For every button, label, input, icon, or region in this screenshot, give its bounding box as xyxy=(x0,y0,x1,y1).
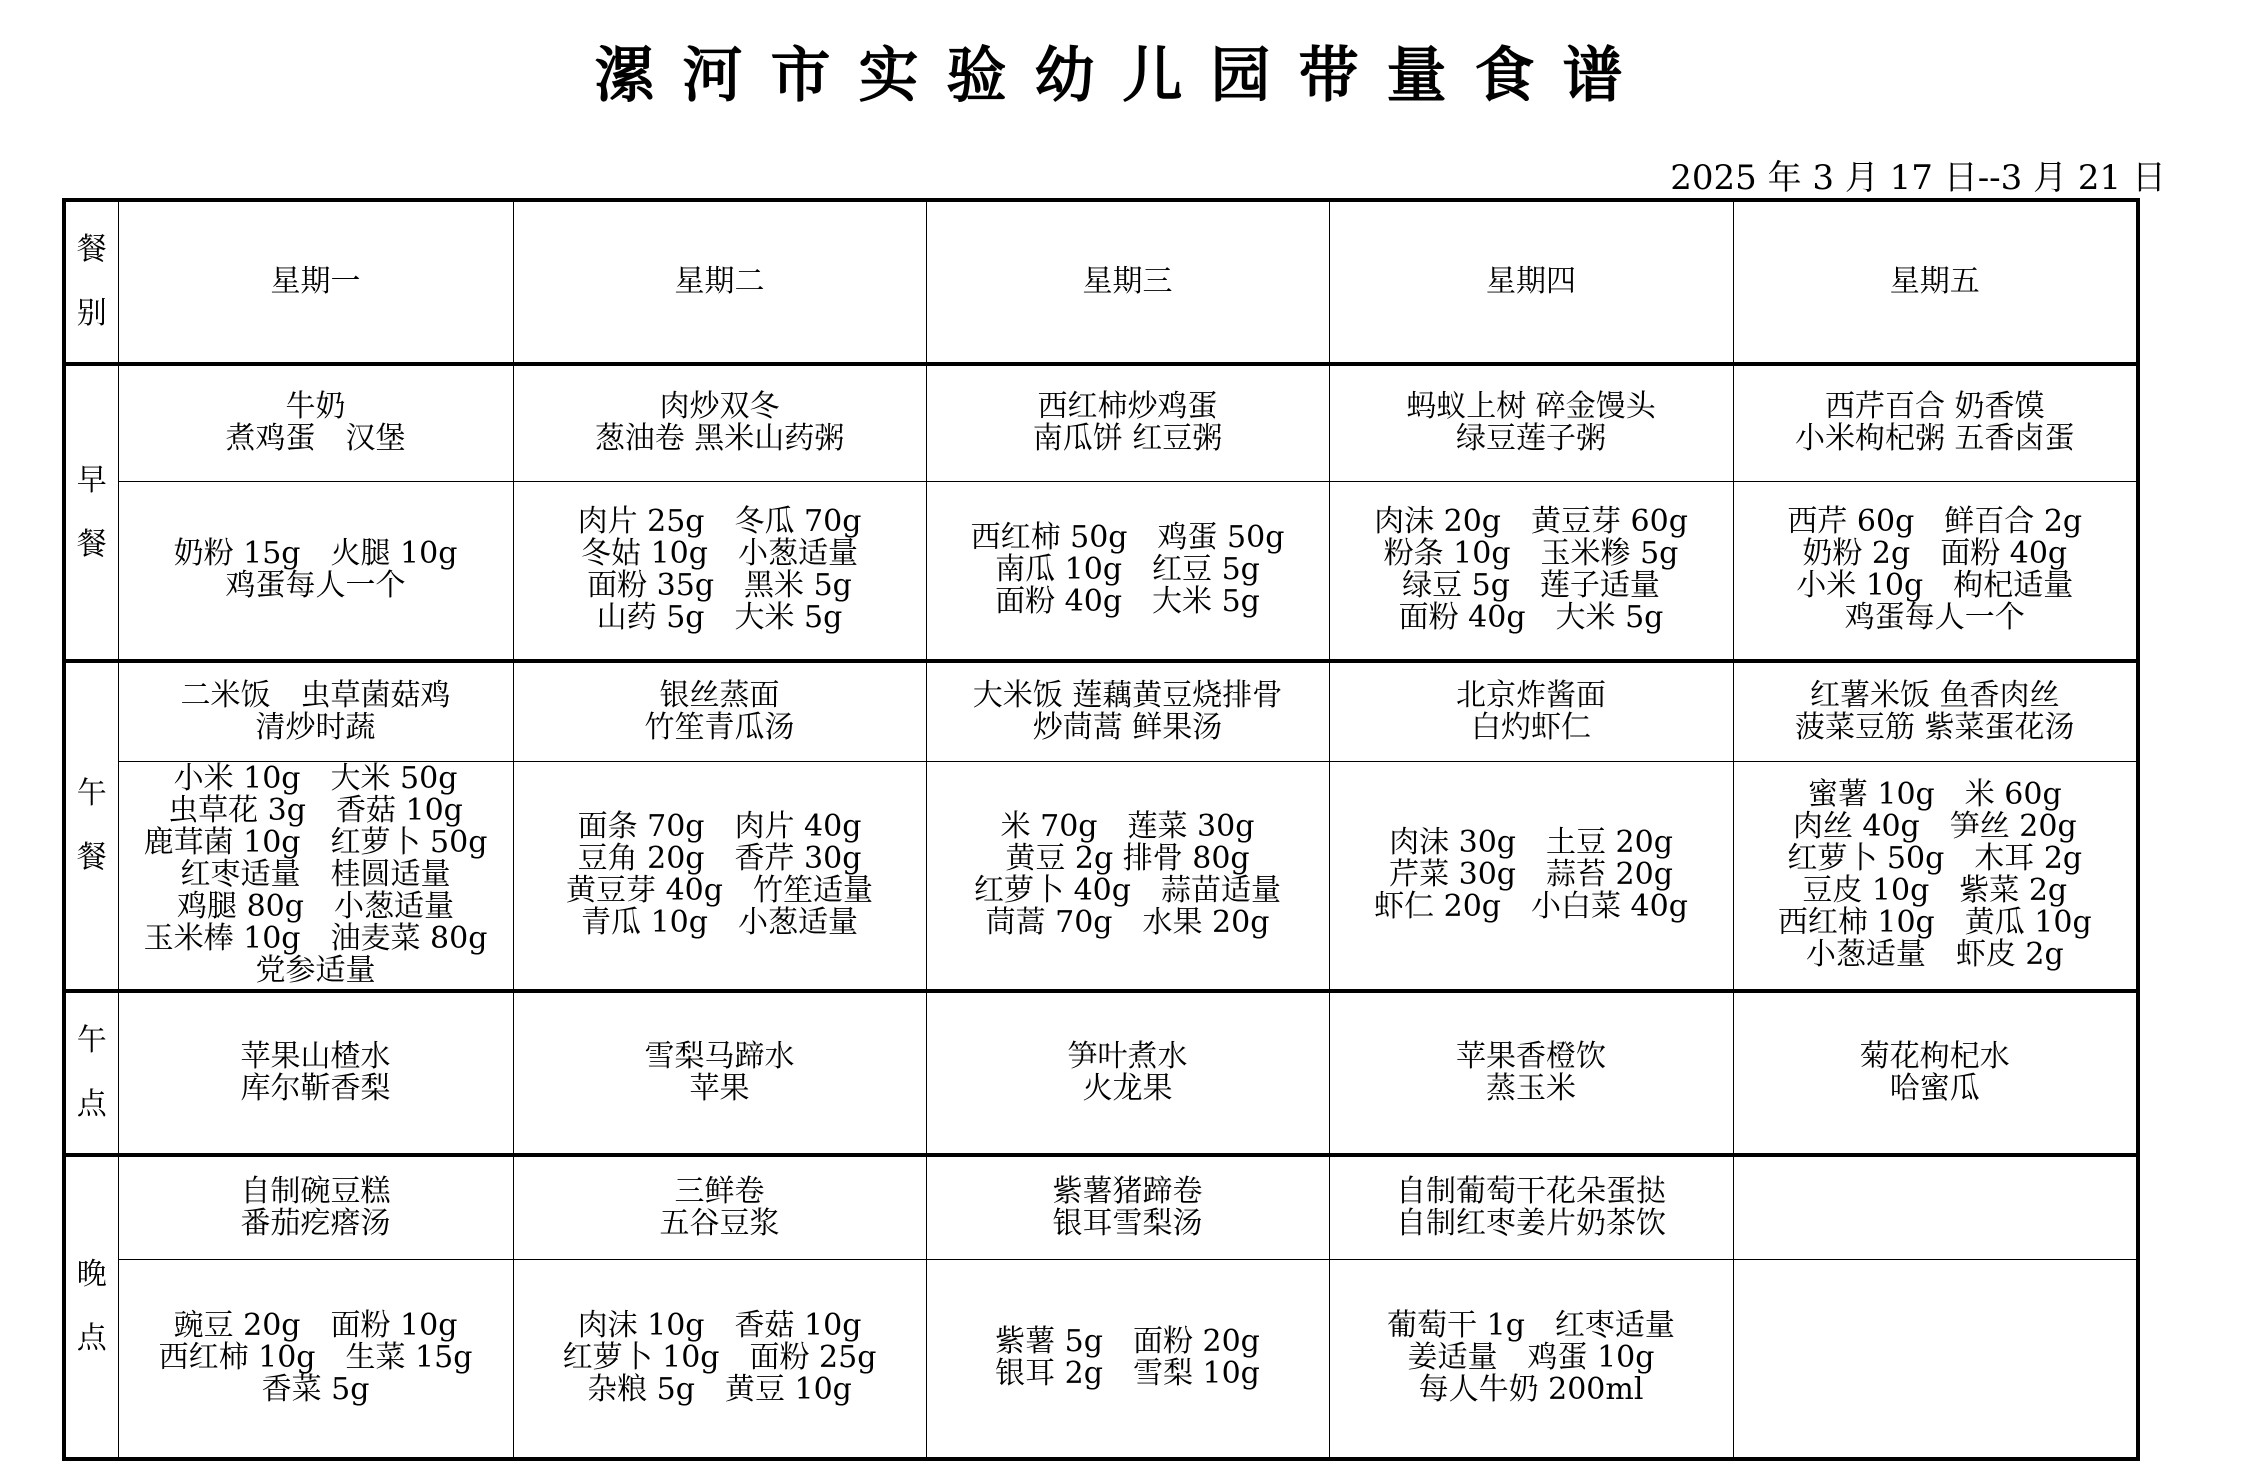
breakfast-ingredients-row xyxy=(64,481,2138,661)
dinner-dishes-thu: 自制葡萄干花朵蛋挞 自制红枣姜片奶茶饮 xyxy=(1329,1155,1733,1259)
meal-col-char-1: 餐 xyxy=(76,232,107,267)
breakfast-dishes-wed: 西红柿炒鸡蛋 南瓜饼 红豆粥 xyxy=(926,364,1329,481)
breakfast-ingredients-wed: 西红柿 50g 鸡蛋 50g 南瓜 10g 红豆 5g 面粉 40g 大米 5g xyxy=(926,481,1329,661)
lunch-ingredients-row xyxy=(64,761,2138,991)
breakfast-label-char-2: 餐 xyxy=(76,526,107,562)
breakfast-label-char-1: 早 xyxy=(76,462,107,498)
lunch-dishes-thu: 北京炸酱面 白灼虾仁 xyxy=(1329,661,1733,761)
breakfast-ingredients-fri: 西芹 60g 鲜百合 2g 奶粉 2g 面粉 40g 小米 10g 枸杞适量 鸡蛋每人一个 xyxy=(1733,481,2138,661)
lunch-dishes-tue: 银丝蒸面 竹笙青瓜汤 xyxy=(513,661,926,761)
lunch-dishes-fri: 红薯米饭 鱼香肉丝 菠菜豆筋 紫菜蛋花汤 xyxy=(1733,661,2138,761)
breakfast-ingredients-mon: 奶粉 15g 火腿 10g 鸡蛋每人一个 xyxy=(118,481,513,661)
dinner-label-char-1: 晚 xyxy=(76,1257,107,1292)
menu-table xyxy=(62,198,2140,1461)
lunch-ingredients-thu: 肉沫 30g 土豆 20g 芹菜 30g 蒜苔 20g 虾仁 20g 小白菜 40g xyxy=(1329,761,1733,991)
lunch-ingredients-fri: 蜜薯 10g 米 60g 肉丝 40g 笋丝 20g 红萝卜 50g 木耳 2g 豆皮 10g 紫菜 2g 西红柿 10g 黄瓜 10g 小葱适量 虾皮 2g xyxy=(1733,761,2138,991)
day-header-wed: 星期三 xyxy=(926,200,1329,364)
dinner-dishes-mon: 自制碗豆糕 番茄疙瘩汤 xyxy=(118,1155,513,1259)
dinner-ingredients-wed: 紫薯 5g 面粉 20g 银耳 2g 雪梨 10g xyxy=(926,1259,1329,1459)
breakfast-ingredients-tue: 肉片 25g 冬瓜 70g 冬姑 10g 小葱适量 面粉 35g 黑米 5g 山药 5g 大米 5g xyxy=(513,481,926,661)
dinner-label-char-2: 点 xyxy=(76,1321,107,1356)
lunch-dishes-wed: 大米饭 莲藕黄豆烧排骨 炒茼蒿 鲜果汤 xyxy=(926,661,1329,761)
dinner-ingredients-mon: 豌豆 20g 面粉 10g 西红柿 10g 生菜 15g 香菜 5g xyxy=(118,1259,513,1459)
dinner-ingredients-thu: 葡萄干 1g 红枣适量 姜适量 鸡蛋 10g 每人牛奶 200ml xyxy=(1329,1259,1733,1459)
meal-label-lunch xyxy=(64,661,118,991)
lunch-ingredients-mon: 小米 10g 大米 50g 虫草花 3g 香菇 10g 鹿茸菌 10g 红萝卜 50g 红枣适量 桂圆适量 鸡腿 80g 小葱适量 玉米棒 10g 油麦菜 80g 党参适量 xyxy=(118,761,513,991)
header-row xyxy=(64,200,2138,364)
day-header-tue: 星期二 xyxy=(513,200,926,364)
breakfast-dishes-fri: 西芹百合 奶香馍 小米枸杞粥 五香卤蛋 xyxy=(1733,364,2138,481)
lunch-dishes-row xyxy=(64,661,2138,761)
dinner-ingredients-row xyxy=(64,1259,2138,1459)
snack-tue: 雪梨马蹄水 苹果 xyxy=(513,991,926,1155)
snack-label-char-1: 午 xyxy=(76,1023,107,1058)
snack-wed: 笋叶煮水 火龙果 xyxy=(926,991,1329,1155)
meal-label-dinner xyxy=(64,1155,118,1459)
meal-col-char-2: 别 xyxy=(76,296,107,331)
breakfast-dishes-mon: 牛奶 煮鸡蛋 汉堡 xyxy=(118,364,513,481)
meal-label-breakfast xyxy=(64,364,118,661)
lunch-ingredients-wed: 米 70g 莲菜 30g 黄豆 2g 排骨 80g 红萝卜 40g 蒜苗适量 茼蒿 70g 水果 20g xyxy=(926,761,1329,991)
day-header-thu: 星期四 xyxy=(1329,200,1733,364)
dinner-ingredients-fri xyxy=(1733,1259,2138,1459)
snack-fri: 菊花枸杞水 哈蜜瓜 xyxy=(1733,991,2138,1155)
breakfast-dishes-tue: 肉炒双冬 葱油卷 黑米山药粥 xyxy=(513,364,926,481)
snack-row xyxy=(64,991,2138,1155)
breakfast-ingredients-thu: 肉沫 20g 黄豆芽 60g 粉条 10g 玉米糁 5g 绿豆 5g 莲子适量 面粉 40g 大米 5g xyxy=(1329,481,1733,661)
dinner-dishes-row xyxy=(64,1155,2138,1259)
dinner-dishes-tue: 三鲜卷 五谷豆浆 xyxy=(513,1155,926,1259)
lunch-dishes-mon: 二米饭 虫草菌菇鸡 清炒时蔬 xyxy=(118,661,513,761)
meal-column-header xyxy=(64,200,118,364)
snack-thu: 苹果香橙饮 蒸玉米 xyxy=(1329,991,1733,1155)
snack-label-char-2: 点 xyxy=(76,1087,107,1122)
page-title: 漯河市实验幼儿园带量食谱 xyxy=(594,41,1651,111)
day-header-mon: 星期一 xyxy=(118,200,513,364)
dinner-dishes-fri xyxy=(1733,1155,2138,1259)
dinner-dishes-wed: 紫薯猪蹄卷 银耳雪梨汤 xyxy=(926,1155,1329,1259)
dinner-ingredients-tue: 肉沫 10g 香菇 10g 红萝卜 10g 面粉 25g 杂粮 5g 黄豆 10g xyxy=(513,1259,926,1459)
meal-label-snack xyxy=(64,991,118,1155)
date-range: 2025 年 3 月 17 日--3 月 21 日 xyxy=(1670,158,2166,198)
snack-mon: 苹果山楂水 库尔靳香梨 xyxy=(118,991,513,1155)
breakfast-dishes-row xyxy=(64,364,2138,481)
day-header-fri: 星期五 xyxy=(1733,200,2138,364)
lunch-label-char-1: 午 xyxy=(76,776,107,811)
lunch-ingredients-tue: 面条 70g 肉片 40g 豆角 20g 香芹 30g 黄豆芽 40g 竹笙适量 青瓜 10g 小葱适量 xyxy=(513,761,926,991)
lunch-label-char-2: 餐 xyxy=(76,840,107,875)
breakfast-dishes-thu: 蚂蚁上树 碎金馒头 绿豆莲子粥 xyxy=(1329,364,1733,481)
